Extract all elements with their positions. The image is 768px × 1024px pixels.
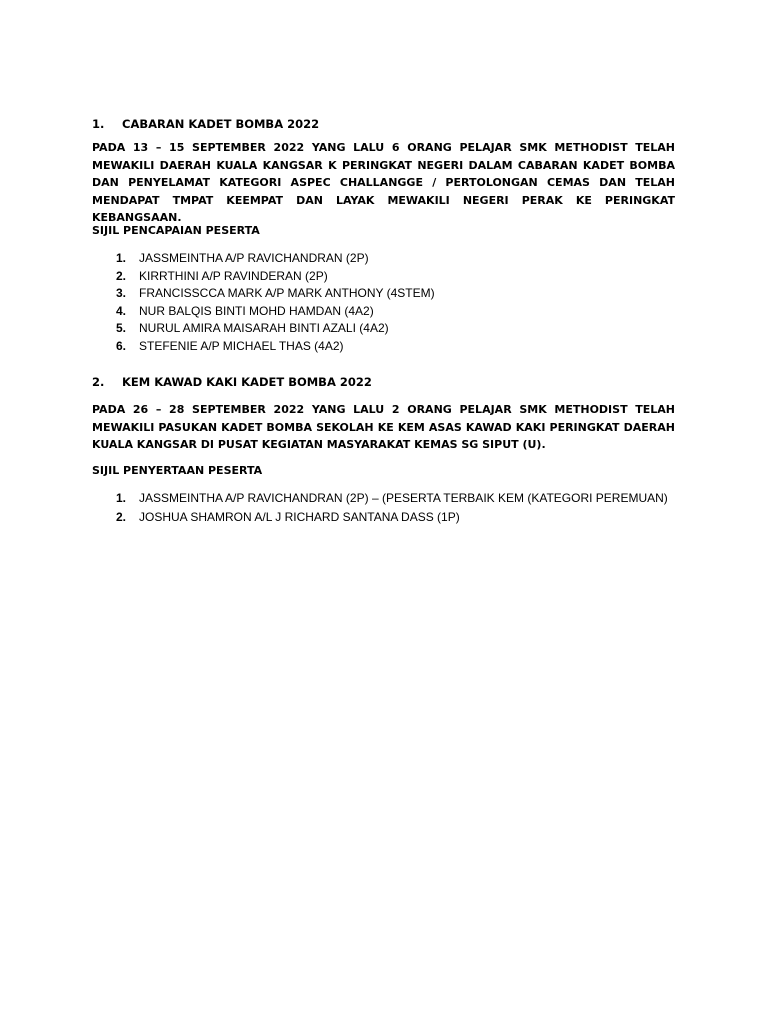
section-1-heading — [92, 117, 675, 131]
list-item-number: 1. — [116, 251, 127, 265]
list-item — [116, 303, 676, 321]
list-item — [116, 285, 676, 303]
list-item-text: STEFENIE A/P MICHAEL THAS (4A2) — [139, 338, 344, 353]
list-item-number: 4. — [116, 303, 127, 318]
section-2-title: KEM KAWAD KAKI KADET BOMBA 2022 — [122, 375, 372, 389]
list-item-text: KIRRTHINI A/P RAVINDERAN (2P) — [139, 268, 328, 283]
list-item-text: NURUL AMIRA MAISARAH BINTI AZALI (4A2) — [139, 321, 389, 336]
section-2-subheading: SIJIL PENYERTAAN PESERTA — [92, 464, 263, 477]
list-item-number: 2. — [116, 268, 127, 283]
list-item-number: 5. — [116, 321, 127, 336]
list-item — [116, 250, 676, 268]
list-item — [116, 268, 676, 286]
section-1-list — [116, 250, 676, 356]
section-2-paragraph: PADA 26 – 28 SEPTEMBER 2022 YANG LALU 2 ORANG PELAJAR SMK METHODIST TELAH MEWAKILI PASUKAN KADET BOMBA SEKOLAH KE KEM ASAS KAWAD KAKI PERINGKAT DAERAH KUALA KANGSAR DI PUSAT KEGIATAN MASYARAKAT KEMAS SG SIPUT (U). — [92, 403, 675, 451]
list-item-number: 2. — [116, 510, 127, 524]
list-item-text: FRANCISSCCA MARK A/P MARK ANTHONY (4STEM) — [139, 286, 435, 301]
list-item-number: 1. — [116, 491, 127, 505]
list-item-text: JOSHUA SHAMRON A/L J RICHARD SANTANA DASS (1P) — [139, 510, 460, 524]
list-item-number: 6. — [116, 338, 127, 353]
section-1-title: CABARAN KADET BOMBA 2022 — [122, 117, 320, 131]
list-item-number: 3. — [116, 286, 127, 301]
list-item-text: NUR BALQIS BINTI MOHD HAMDAN (4A2) — [139, 303, 374, 318]
list-item — [116, 320, 676, 338]
list-item-text: JASSMEINTHA A/P RAVICHANDRAN (2P) — [139, 251, 369, 265]
section-1-subheading: SIJIL PENCAPAIAN PESERTA — [92, 224, 260, 237]
list-item — [116, 510, 676, 525]
section-2-heading — [92, 375, 675, 389]
list-item-text: JASSMEINTHA A/P RAVICHANDRAN (2P) – (PESERTA TERBAIK KEM (KATEGORI PEREMUAN) — [139, 491, 668, 505]
list-item — [116, 491, 676, 506]
section-2-number: 2. — [92, 375, 105, 389]
section-2-list — [116, 491, 676, 529]
section-1-number: 1. — [92, 117, 105, 131]
list-item — [116, 338, 676, 356]
section-1-paragraph: PADA 13 – 15 SEPTEMBER 2022 YANG LALU 6 ORANG PELAJAR SMK METHODIST TELAH MEWAKILI DAERAH KUALA KANGSAR K PERINGKAT NEGERI DALAM CABARAN KADET BOMBA DAN PENYELAMAT KATEGORI ASPEC CHALLANGGE / PERTOLONGAN CEMAS DAN TELAH MENDAPAT TMPAT KEEMPAT DAN LAYAK MEWAKILI NEGERI PERAK KE PERINGKAT KEBANGSAAN. — [92, 141, 675, 224]
